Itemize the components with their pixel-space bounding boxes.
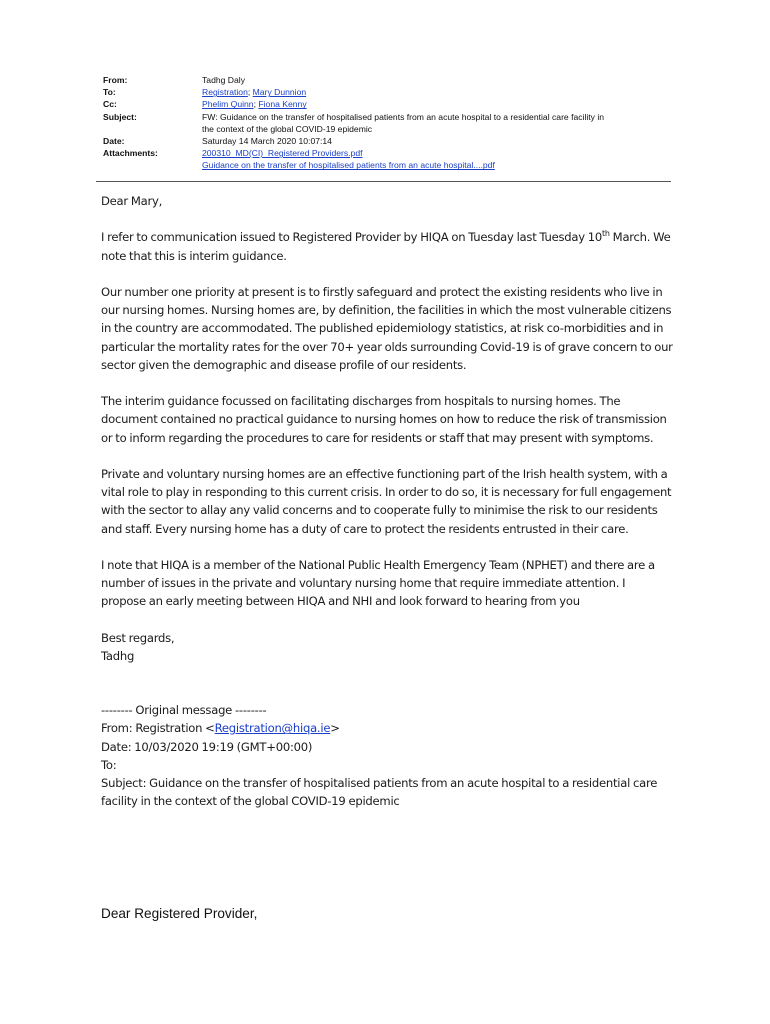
original-subject: Subject: Guidance on the transfer of hospitalised patients from an acute hospital to a residential care facility in the context of the global COVID-19 epidemic bbox=[101, 776, 658, 809]
to-separator: ; bbox=[247, 87, 253, 98]
cc-value bbox=[202, 98, 671, 110]
signoff-block bbox=[101, 629, 673, 665]
email-header bbox=[103, 74, 671, 172]
date-row bbox=[103, 135, 671, 147]
to-recipient-mary-dunnion-link[interactable]: Mary Dunnion bbox=[252, 87, 307, 98]
original-from-suffix: > bbox=[330, 721, 340, 736]
paragraph-2: Our number one priority at present is to firstly safeguard and protect the existing residents who live in our nursing homes. Nursing homes are, by definition, the facilities in which the most vulnerable citizens in the country are accommodated. The published epidemiology statistics, at risk co-morbidities and in particular the mortality rates for the over 70+ year olds surrounding Covid-19 is of grave concern to our sector given the demographic and disease profile of our residents. bbox=[101, 284, 673, 372]
cc-recipient-phelim-quinn-link[interactable]: Phelim Quinn bbox=[202, 99, 254, 110]
signoff: Best regards, bbox=[101, 630, 175, 645]
to-value bbox=[202, 86, 671, 98]
attachment-link-guidance[interactable]: Guidance on the transfer of hospitalised patients from an acute hospital....pdf bbox=[202, 160, 495, 171]
from-label: From: bbox=[103, 75, 128, 85]
date-label: Date: bbox=[103, 136, 125, 147]
paragraph-5: I note that HIQA is a member of the National Public Health Emergency Team (NPHET) and there are a number of issues in the private and voluntary nursing home that require immediate attention. I propose an early meeting between HIQA and NHI and look forward to hearing from you bbox=[101, 557, 655, 609]
subject-line-2: the context of the global COVID-19 epidemic bbox=[202, 123, 373, 134]
original-divider: -------- Original message -------- bbox=[101, 703, 267, 718]
paragraph-1-superscript: th bbox=[602, 228, 610, 238]
to-row bbox=[103, 86, 671, 98]
original-message bbox=[101, 701, 673, 810]
subject-line-1: FW: Guidance on the transfer of hospitalised patients from an acute hospital to a residential care facility in bbox=[202, 111, 605, 122]
date-value: Saturday 14 March 2020 10:07:14 bbox=[202, 136, 332, 147]
to-label: To: bbox=[103, 87, 116, 98]
original-from-email-link[interactable]: Registration@hiqa.ie bbox=[214, 721, 331, 736]
paragraph-1-text-a: I refer to communication issued to Registered Provider by HIQA on Tuesday last Tuesday 10 bbox=[101, 230, 603, 245]
attachments-row bbox=[103, 147, 671, 171]
original-to: To: bbox=[101, 757, 117, 772]
cc-separator: ; bbox=[253, 99, 259, 110]
attachments-value bbox=[202, 147, 671, 171]
paragraph-1-text-b: March. We note that this is interim guidance. bbox=[101, 230, 671, 263]
signature: Tadhg bbox=[101, 648, 135, 663]
original-from bbox=[101, 719, 673, 737]
paragraph-1 bbox=[101, 228, 673, 264]
header-divider bbox=[96, 181, 671, 182]
cc-label: Cc: bbox=[103, 99, 117, 110]
email-body bbox=[101, 192, 673, 810]
paragraph-4: Private and voluntary nursing homes are an effective functioning part of the Irish health system, with a vital role to play in responding to this current crisis. In order to do so, it is necessary for full engagement with the sector to allay any valid concerns and to cooperate fully to minimise the risk to our residents and staff. Every nursing home has a duty of care to protect the residents entrusted in their care. bbox=[101, 466, 672, 536]
from-row bbox=[103, 74, 671, 86]
original-date: Date: 10/03/2020 19:19 (GMT+00:00) bbox=[101, 739, 313, 754]
from-value: Tadhg Daly bbox=[202, 75, 245, 85]
cc-recipient-fiona-kenny-link[interactable]: Fiona Kenny bbox=[258, 99, 307, 110]
paragraph-3: The interim guidance focussed on facilitating discharges from hospitals to nursing homes. The document contained no practical guidance to nursing homes on how to reduce the risk of transmission or to inform regarding the procedures to care for residents or staff that may present with symptoms. bbox=[101, 394, 667, 445]
original-from-prefix: From: Registration < bbox=[101, 721, 215, 736]
subject-label: Subject: bbox=[103, 111, 137, 122]
subject-value bbox=[202, 111, 671, 135]
greeting: Dear Mary, bbox=[101, 194, 163, 208]
attachment-link-registered-providers[interactable]: 200310_MD(CI)_Registered Providers.pdf bbox=[202, 148, 363, 159]
cc-row bbox=[103, 98, 671, 110]
attachments-label: Attachments: bbox=[103, 148, 158, 159]
to-recipient-registration-link[interactable]: Registration bbox=[202, 87, 248, 98]
subject-row bbox=[103, 111, 671, 135]
original-greeting: Dear Registered Provider, bbox=[101, 906, 258, 921]
